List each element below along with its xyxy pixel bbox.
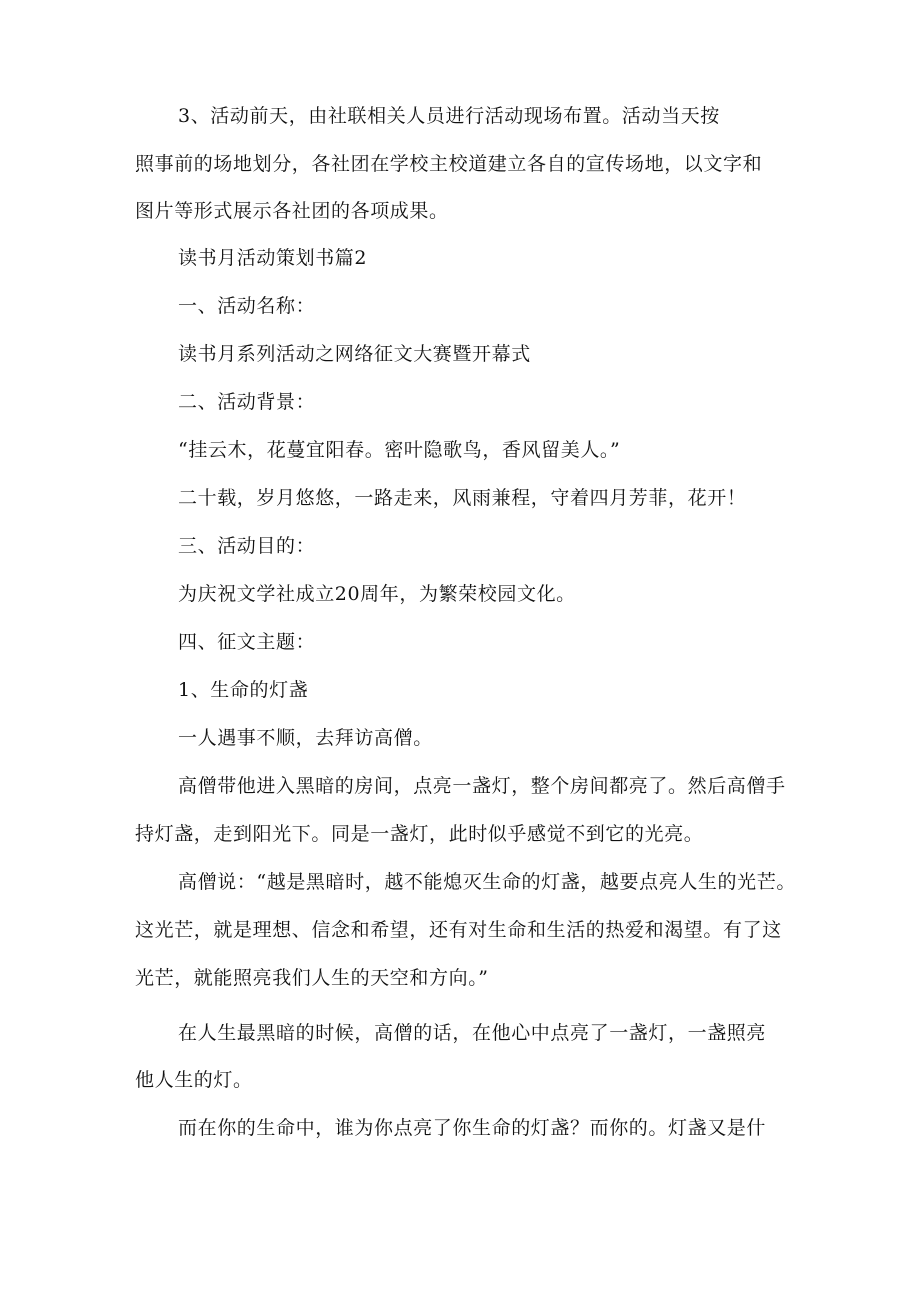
- paragraph-line: 他人生的灯。: [135, 1069, 253, 1091]
- quote-line: “挂云木，花蔓宜阳春。密叶隐歌鸟，香风留美人。”: [178, 439, 621, 461]
- paragraph-line: 照事前的场地划分，各社团在学校主校道建立各自的宣传场地，以文字和: [135, 153, 763, 175]
- section-heading: 四、征文主题：: [178, 631, 316, 653]
- section-heading: 1、生命的灯盏: [178, 679, 309, 701]
- section-heading: 二、活动背景：: [178, 391, 316, 413]
- paragraph-line: 高僧带他进入黑暗的房间，点亮一盏灯，整个房间都亮了。然后高僧手: [178, 775, 786, 797]
- paragraph-line: 这光芒，就是理想、信念和希望，还有对生命和生活的热爱和渴望。有了这: [135, 919, 782, 941]
- paragraph-line: 3、活动前天，由社联相关人员进行活动现场布置。活动当天按: [178, 105, 720, 127]
- paragraph-line: 光芒，就能照亮我们人生的天空和方向。”: [135, 967, 489, 989]
- paragraph-line: 在人生最黑暗的时候，高僧的话，在他心中点亮了一盏灯，一盏照亮: [178, 1022, 767, 1044]
- section-heading: 一、活动名称：: [178, 295, 316, 317]
- paragraph-line: 而在你的生命中，谁为你点亮了你生命的灯盏？而你的。灯盏又是什: [178, 1117, 767, 1139]
- paragraph-line: 持灯盏，走到阳光下。同是一盏灯，此时似乎感觉不到它的光亮。: [135, 823, 704, 845]
- section-heading: 读书月活动策划书篇2: [178, 247, 368, 269]
- paragraph-line: 二十载，岁月悠悠，一路走来，风雨兼程，守着四月芳菲，花开！: [178, 487, 747, 509]
- paragraph-line: 高僧说：“越是黑暗时，越不能熄灭生命的灯盏，越要点亮人生的光芒。: [178, 871, 796, 893]
- section-heading: 三、活动目的：: [178, 535, 316, 557]
- paragraph-line: 一人遇事不顺，去拜访高僧。: [178, 727, 433, 749]
- paragraph-line: 图片等形式展示各社团的各项成果。: [135, 200, 449, 222]
- paragraph-line: 读书月系列活动之网络征文大赛暨开幕式: [178, 343, 531, 365]
- paragraph-line: 为庆祝文学社成立20周年，为繁荣校园文化。: [178, 583, 576, 605]
